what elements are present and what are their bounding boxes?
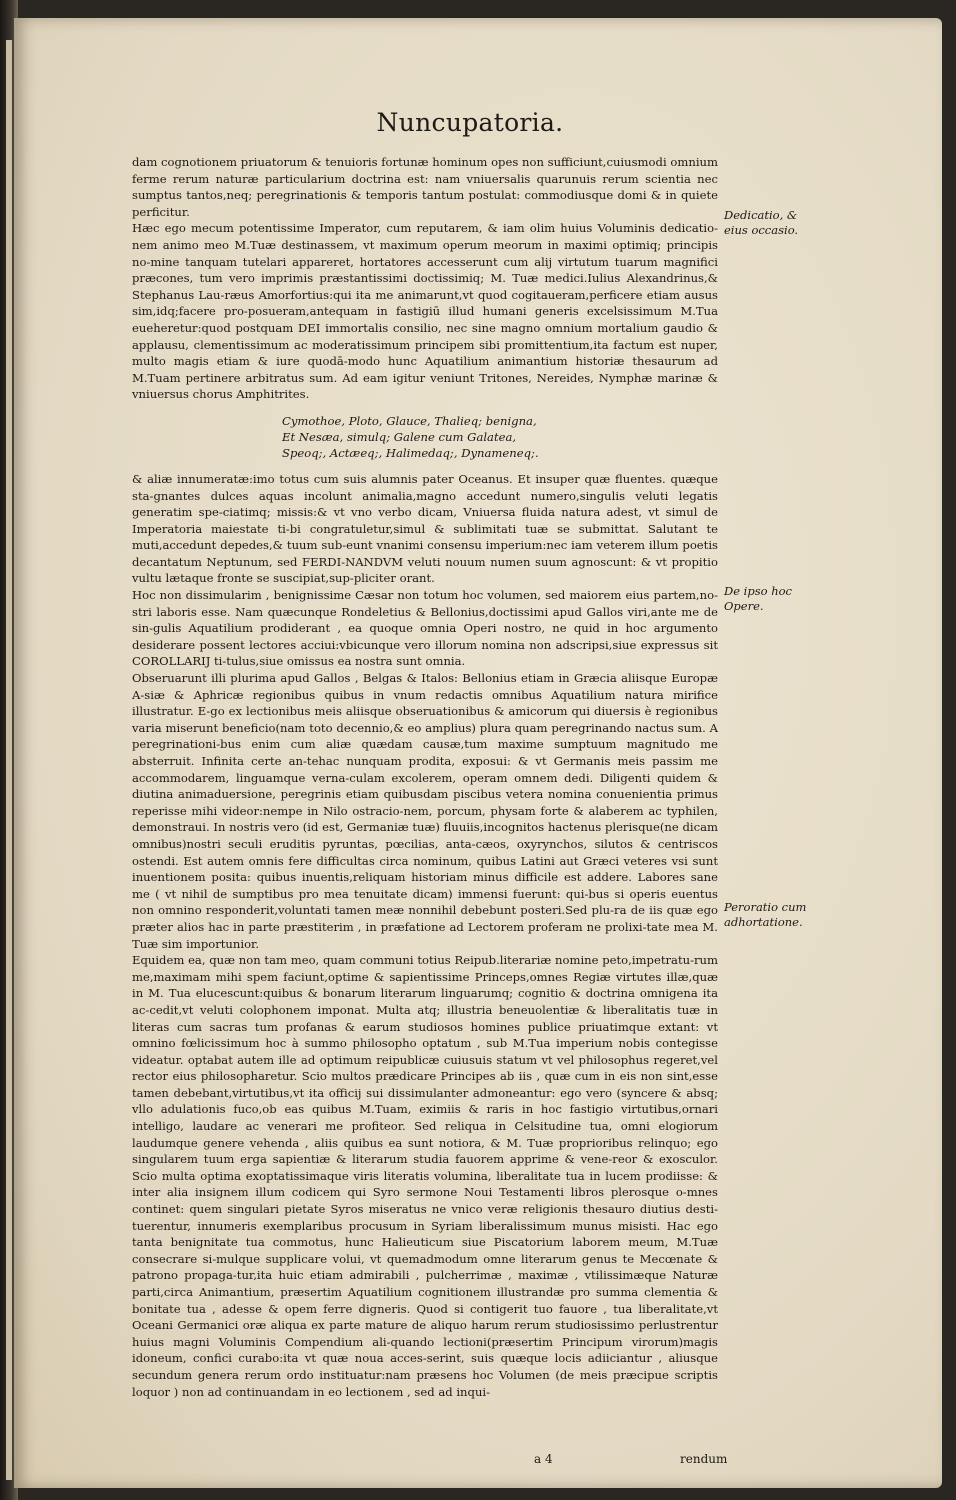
margin-note-de-ipso-opere: De ipso hoc Opere. [724,584,792,613]
paragraph-2: Hæc ego mecum potentissime Imperator, cum reputarem, & iam olim huius Voluminis dedicatio-nem animo meo M.Tuæ destinassem, vt maximum operum meorum in maximi optimiq; principis no-mine tanquam tutelari appareret, hortatores accesserunt cum alij virtutum tuarum magnifici præcones, tum vero imprimis præstantissimi doctissimiq; M. Tuæ medici.Iulius Alexandrinus,& Stephanus Lau-ræus Amorfortius:qui ita me animarunt,vt quod cogitaueram,perficere etiam ausus sim,idq;facere pro-posueram,antequam in fastigiū illud humani generis excelsissimum M.Tua eueheretur:quod postquam DEI immortalis consilio, nec sine magno omnium mortalium gaudio & applausu, clementissimum ac moderatissimum principem sibi promittentium,ita factum est nuper, multo magis etiam & iure quodā-modo hunc Aquatilium animantium historiæ thesaurum ad M.Tuam pertinere arbitratus sum. Ad eam igitur veniunt Tritones, Nereides, Nymphæ marinæ & vniuersus chorus Amphitrites. [132,221,718,402]
previous-page-edge [6,40,12,1480]
paragraph-3: & aliæ innumeratæ:imo totus cum suis alumnis pater Oceanus. Et insuper quæ fluentes. quæque sta-gnantes dulces aquas incolunt animalia,magno accedunt numero,singulis veluti legatis generatim spe-ciatimq; missis:& vt vno verbo dicam, Vniuersa fluida natura adest, vt simul de Imperatoria maiestate ti-bi congratuletur,simul & sublimitati tuæ se submittat. Salutant te muti,accedunt depedes,& tuum sub-eunt vnanimi consensu imperium:nec iam veterem illum poetis decantatum Neptunum, sed FERDI-NANDVM veluti nouum numen suum agnoscunt: & vt propitio vultu lætaque fronte se suscipiat,sup-pliciter orant. [132,471,718,586]
signature-mark: a 4 [534,1452,553,1466]
paragraph-1: dam cognotionem priuatorum & tenuioris fortunæ hominum opes non sufficiunt,cuiusmodi omnium ferme rerum naturæ particularium doctrina est: nam vniuersalis quarunuis rerum scientia nec sumptus tantos,neq; peregrinationis & temporis tantum postulat: commodiusque domi & in quiete perficitur. [132,155,718,219]
paragraph-6: Equidem ea, quæ non tam meo, quam communi totius Reipub.literariæ nomine peto,impetratu-rum me,maximam mihi spem faciunt,optime & sapientissime Princeps,omnes Regiæ virtutes illæ,quæ in M. Tua elucescunt:quibus & bonarum literarum linguarumq; cognitio & doctrina omnigena ita ac-cedit,vt veluti colophonem imponat. Multa atq; illustria beneuolentiæ & liberalitatis tuæ in literas cum sacras tum profanas & earum studiosos homines publice priuatimque extant: vt omnino fœlicissimum hoc à summo philosopho optatum , sub M.Tua imperium nobis contegisse videatur. optabat autem ille ad optimum reipublicæ cuiusuis statum vt vel philosophus regeret,vel rector eius philosopharetur. Scio multos prædicare Principes ab iis , quæ cum in eis non sint,esse tamen debebant,virtutibus,vt ita officij sui dissimulanter admoneantur: ego vero (syncere & absq; vllo adulationis fuco,ob eas quibus M.Tuam, eximiis & raris in hoc fastigio virtutibus,ornari intelligo, laudare ac venerari me profiteor. Sed reliqua in Celsitudine tua, omni elogiorum laudumque genere vehenda , aliis quibus ea sunt notiora, & M. Tuæ proprioribus relinquo; ego singularem tuum erga sapientiæ & literarum studia fauorem apprime & vene-reor & exosculor. Scio multa optima exoptatissimaque viris literatis volumina, liberalitate tua in lucem prodiisse: & inter alia insignem illum codicem qui Syro sermone Noui Testamenti libros plerosque o-mnes continet: quem singulari pietate Syros miseratus ne vnico veræ religionis thesauro diutius desti-tuerentur, innumeris exemplaribus procusum in Syriam liberalissimum munus misisti. Hac ego tanta benignitate tua commotus, hunc Halieuticum siue Piscatorium laborem meum, M.Tuæ consecrare si-mulque supplicare volui, vt quemadmodum omne literarum genus te Mecœnate & patrono propaga-tur,ita huic etiam admirabili , pulcherrimæ , maximæ , vtilissimæque Naturæ parti,circa Animantium, præsertim Aquatilium cognitionem illustrandæ pro summa clementia & bonitate tua , adesse & opem ferre digneris. Quod si contigerit tuo fauore , tua liberalitate,vt Oceani Germanici oræ aliqua ex parte mature de aliquo harum rerum studiosissimo perlustrentur huius magni Voluminis Compendium ali-quando lectioni(præsertim Principum virorum)magis idoneum, confici curabo:ita vt quæ noua acces-serint, suis quæque locis adiiciantur , aliusque secundum genera rerum ordo instituatur:nam præsens hoc Volumen (de meis præcipue scriptis loquor ) non ad continuandam in eo lectionem , sed ad inqui- [132,953,718,1399]
catchword: rendum [680,1452,728,1466]
paragraph-5: Obseruarunt illi plurima apud Gallos , Belgas & Italos: Bellonius etiam in Græcia aliisque Europæ A-siæ & Aphricæ regionibus quibus in vnum redactis omnibus Aquatilium natura mirifice illustratur. E-go ex lectionibus meis aliisque obseruationibus & amicorum qui diuersis è regionibus varia miserunt beneficio(nam toto decennio,& eo amplius) plura quam peregrinando nactus sum. A peregrinationi-bus enim cum aliæ quædam causæ,tum maxime sumptuum magnitudo me absterruit. Infinita certe an-tehac nunquam prodita, exposui: & vt Germanis meis passim me accommodarem, linguamque verna-culam excolerem, operam omnem dedi. Diligenti quidem & diutina animaduersione, peregrinis etiam quibusdam piscibus vetera nomina conuenientia primus reperisse mihi videor:nempe in Nilo ostracio-nem, porcum, physam forte & alaberem ac typhilen, demonstraui. In nostris vero (id est, Germaniæ tuæ) fluuiis,incognitos hactenus plerisque(ne dicam omnibus)nostri seculi eruditis pyruntas, pœcilias, anta-cæos, oxyrynchos, silutos & centriscos ostendi. Est autem omnis fere difficultas circa nominum, quibus Latini aut Græci veteres vsi sunt inuentionem posita: quibus inuentis,reliquam historiam minus difficile est addere. Labores sane me ( vt nihil de sumptibus pro mea tenuitate dicam) immensi fuerunt: qui-bus si operis euentus non omnino responderit,voluntati tamen meæ nonnihil debebunt posteri.Sed plu-ra de iis quæ ego præter alios hac in parte præstiterim , in præfatione ad Lectorem proferam ne prolixi-tate mea M. Tuæ sim importunior. [132,671,718,951]
verse-line: Et Nesæa, simulq; Galene cum Galatea, [282,429,517,444]
main-text-block [132,154,718,1400]
page-header: Nuncupatoria. [376,108,564,137]
verse-block [282,413,718,461]
margin-note-dedicatio: Dedicatio, & eius occasio. [724,208,799,237]
verse-line: Speoq;, Actæeq;, Halimedaq;, Dynameneq;. [282,445,539,460]
margin-note-peroratio: Peroratio cum adhortatione. [724,900,807,929]
paragraph-4: Hoc non dissimularim , benignissime Cæsar non totum hoc volumen, sed maiorem eius partem,no-stri laboris esse. Nam quæcunque Rondeletius & Bellonius,doctissimi apud Gallos viri,ante me de sin-gulis Aquatilium prodiderant , ea quoque omnia Operi nostro, ne quid in hoc argumento desiderare possent lectores acciui:vbicunque vero illorum nomina non adscripsi,siue expressus sit COROLLARIJ ti-tulus,siue omissus ea nostra sunt omnia. [132,588,718,669]
verse-line: Cymothoe, Ploto, Glauce, Thalieq; benigna, [282,413,537,428]
